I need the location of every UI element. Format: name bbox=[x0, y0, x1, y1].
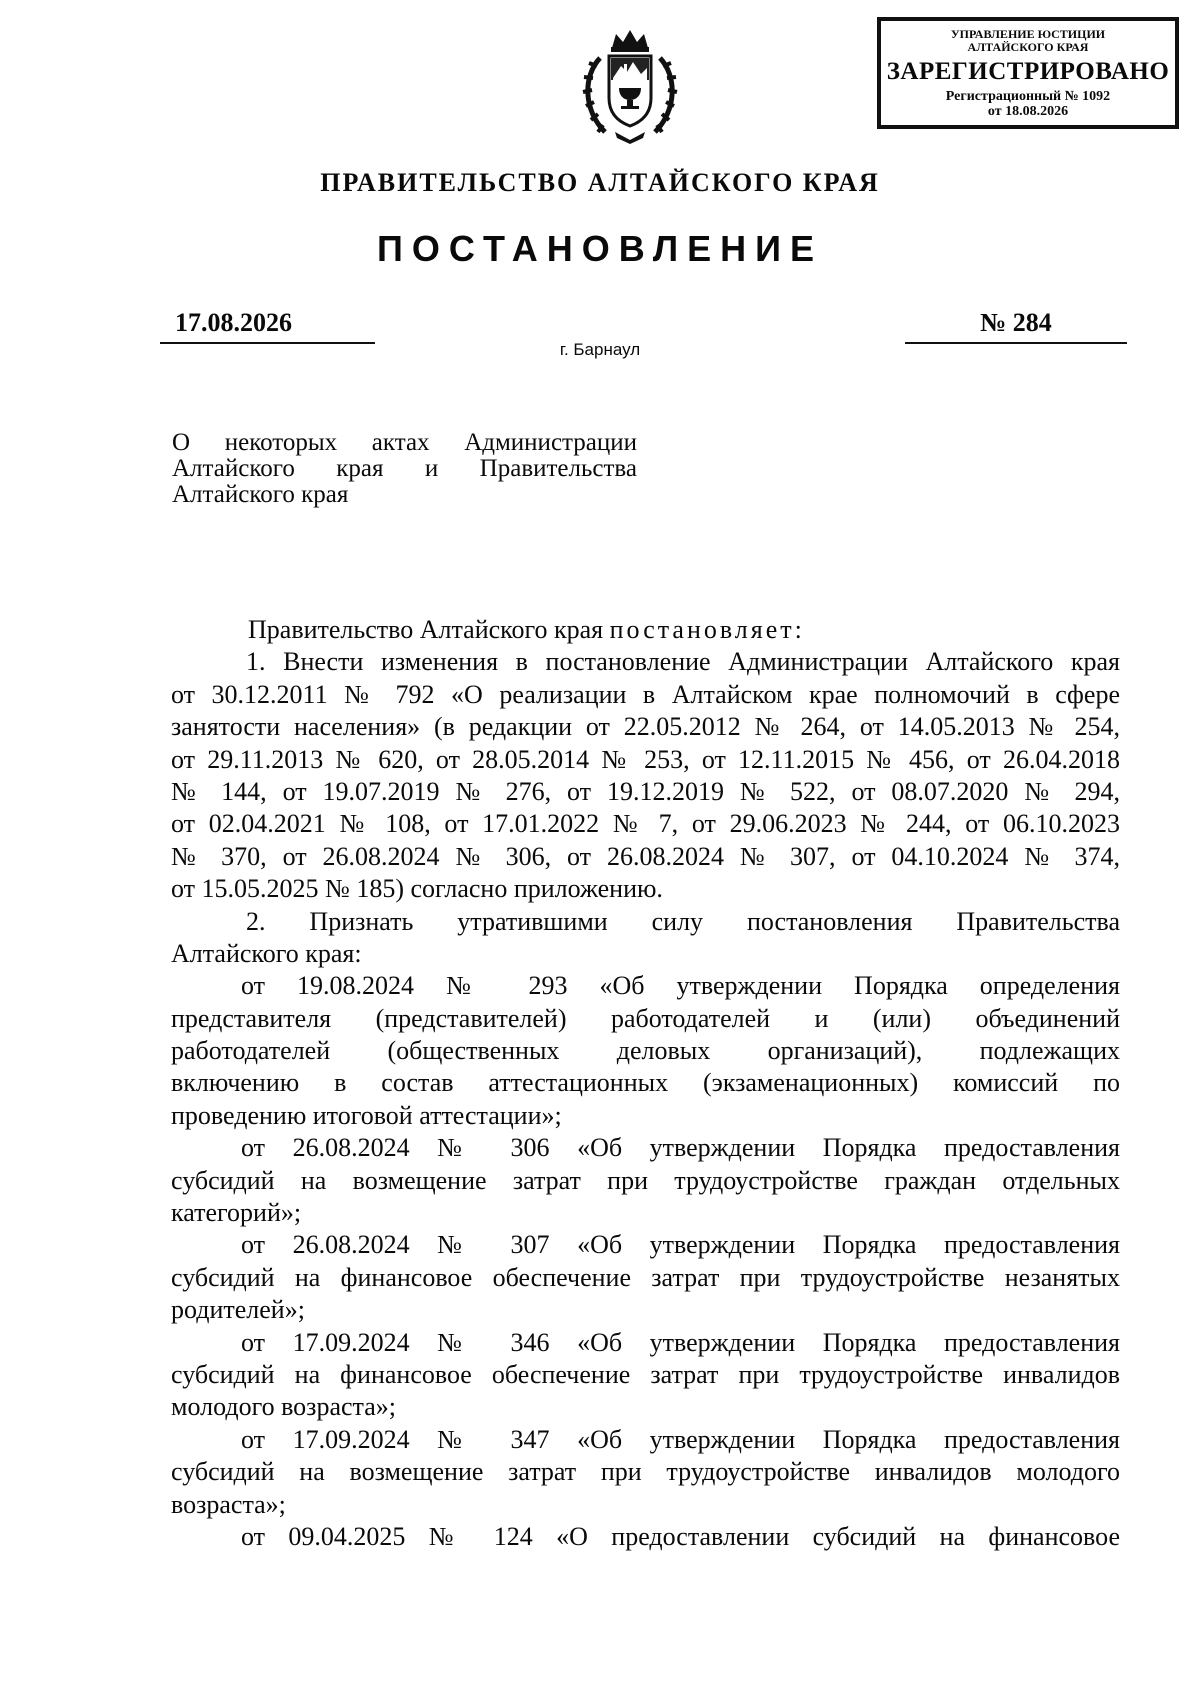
government-title: ПРАВИТЕЛЬСТВО АЛТАЙСКОГО КРАЯ bbox=[320, 168, 880, 197]
document-subject bbox=[172, 430, 637, 508]
stamp-registration-date: от 18.08.2026 bbox=[987, 104, 1069, 120]
subject-line: Алтайского края bbox=[172, 481, 349, 508]
stamp-org-line1: УПРАВЛЕНИЕ ЮСТИЦИИ bbox=[950, 27, 1106, 41]
body-line: занятости населения» (в редакции от 22.05.2012 № 264, от 14.05.2013 № 254, bbox=[171, 712, 1120, 742]
intro-verb: постановляет: bbox=[609, 615, 805, 644]
subject-line: Алтайского края и Правительства bbox=[172, 455, 637, 482]
body-line: от 15.05.2025 № 185) согласно приложению. bbox=[171, 874, 663, 904]
body-line: от 09.04.2025 № 124 «О предоставлении субсидий на финансовое bbox=[241, 1521, 1120, 1551]
body-line: возраста»; bbox=[171, 1489, 286, 1519]
body-line: от 17.09.2024 № 347 «Об утверждении Порядка предоставления bbox=[241, 1424, 1120, 1454]
body-line: молодого возраста»; bbox=[171, 1392, 396, 1422]
body-line: категорий»; bbox=[171, 1198, 302, 1228]
stamp-org-line2: АЛТАЙСКОГО КРАЯ bbox=[967, 39, 1089, 54]
body-line: проведению итоговой аттестации»; bbox=[171, 1100, 562, 1130]
body-line: субсидий на возмещение затрат при трудоустройстве инвалидов молодого bbox=[171, 1457, 1120, 1487]
body-line: № 370, от 26.08.2024 № 306, от 26.08.2024 № 307, от 04.10.2024 № 374, bbox=[171, 841, 1120, 871]
body-line: от 29.11.2013 № 620, от 28.05.2014 № 253, от 12.11.2015 № 456, от 26.04.2018 bbox=[171, 744, 1120, 774]
body-line: от 17.09.2024 № 346 «Об утверждении Порядка предоставления bbox=[241, 1327, 1120, 1357]
body-line: субсидий на возмещение затрат при трудоустройстве граждан отдельных bbox=[171, 1165, 1120, 1195]
document-body bbox=[171, 614, 1120, 1553]
body-line: от 19.08.2024 № 293 «Об утверждении Порядка определения bbox=[241, 971, 1120, 1001]
body-line: Алтайского края: bbox=[171, 938, 362, 968]
document-date: 17.08.2026 bbox=[160, 308, 375, 344]
body-line: от 30.12.2011 № 792 «О реализации в Алтайском крае полномочий в сфере bbox=[171, 679, 1120, 709]
body-line: субсидий на финансовое обеспечение затрат при трудоустройстве незанятых bbox=[171, 1262, 1120, 1292]
document-city: г. Барнаул bbox=[559, 340, 641, 359]
intro-lead: Правительство Алтайского края bbox=[248, 615, 604, 644]
coat-of-arms-emblem bbox=[575, 28, 685, 146]
body-lines bbox=[171, 646, 1120, 1553]
body-line: включению в состав аттестационных (экзаменационных) комиссий по bbox=[171, 1068, 1120, 1098]
subject-line: О некоторых актах Администрации bbox=[172, 429, 637, 456]
body-line: 2. Признать утратившими силу постановления Правительства bbox=[246, 906, 1120, 936]
registration-stamp bbox=[877, 17, 1179, 129]
coat-of-arms-icon bbox=[575, 28, 685, 146]
body-line: от 26.08.2024 № 307 «Об утверждении Порядка предоставления bbox=[241, 1230, 1120, 1260]
body-line: № 144, от 19.07.2019 № 276, от 19.12.2019 № 522, от 08.07.2020 № 294, bbox=[171, 776, 1120, 806]
body-line: родителей»; bbox=[171, 1295, 305, 1325]
body-line: от 26.08.2024 № 306 «Об утверждении Порядка предоставления bbox=[241, 1133, 1120, 1163]
body-line: субсидий на финансовое обеспечение затрат при трудоустройстве инвалидов bbox=[171, 1359, 1120, 1389]
document-number: № 284 bbox=[905, 308, 1127, 344]
intro-line bbox=[171, 614, 1120, 646]
stamp-registration-number: Регистрационный № 1092 bbox=[945, 89, 1111, 105]
document-type-title: ПОСТАНОВЛЕНИЕ bbox=[377, 228, 823, 269]
body-line: работодателей (общественных деловых организаций), подлежащих bbox=[171, 1036, 1120, 1066]
stamp-status: ЗАРЕГИСТРИРОВАНО bbox=[886, 58, 1170, 86]
body-line: представителя (представителей) работодателей и (или) объединений bbox=[171, 1003, 1120, 1033]
body-line: 1. Внести изменения в постановление Администрации Алтайского края bbox=[246, 647, 1120, 677]
body-line: от 02.04.2021 № 108, от 17.01.2022 № 7, от 29.06.2023 № 244, от 06.10.2023 bbox=[171, 809, 1120, 839]
